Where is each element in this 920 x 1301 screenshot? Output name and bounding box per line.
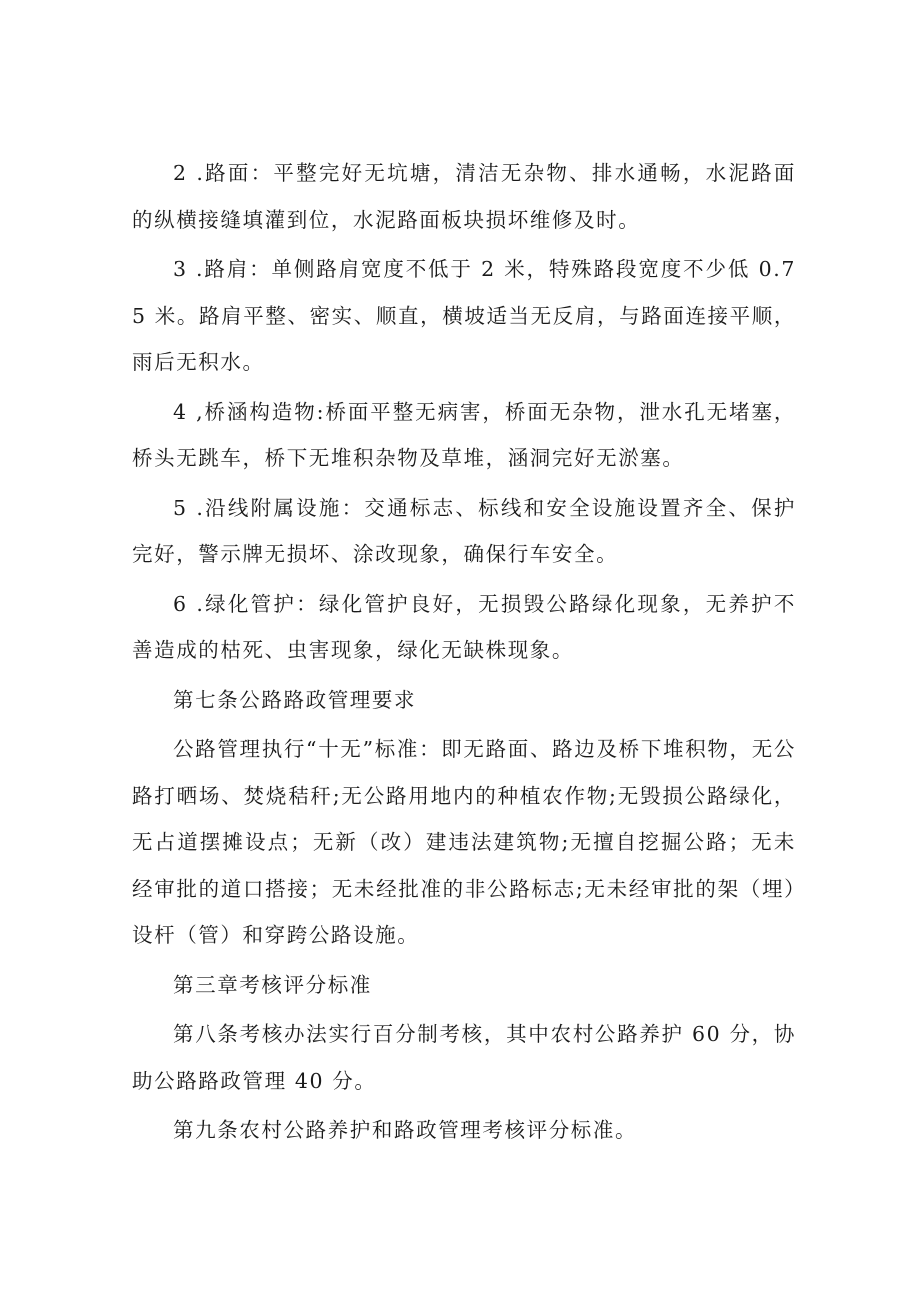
paragraph-bridge-culvert: 4 ,桥涵构造物:桥面平整无病害，桥面无杂物，泄水孔无堵塞，桥头无跳车，桥下无堆积杂物及草堆，涵洞完好无淤塞。 bbox=[132, 399, 796, 470]
paragraph-road-surface: 2 .路面：平整完好无坑塘，清洁无杂物、排水通畅，水泥路面的纵横接缝填灌到位，水泥路面板块损坏维修及时。 bbox=[132, 161, 796, 232]
paragraph-ten-no-standard: 公路管理执行“十无”标准：即无路面、路边及桥下堆积物，无公路打晒场、焚烧秸秆;无公路用地内的种植农作物;无毁损公路绿化，无占道摆摊设点；无新（改）建违法建筑物;无擅自挖掘公路；无未经审批的道口搭接；无未经批准的非公路标志;无未经审批的架（埋）设杆（管）和穿跨公路设施。 bbox=[132, 737, 796, 947]
paragraph-road-shoulder: 3 .路肩：单侧路肩宽度不低于 2 米，特殊路段宽度不少低 0.75 米。路肩平整、密实、顺直，横坡适当无反肩，与路面连接平顺，雨后无积水。 bbox=[132, 257, 796, 374]
chapter-three-heading: 第三章考核评分标准 bbox=[173, 972, 372, 997]
paragraph-roadside-facilities: 5 .沿线附属设施：交通标志、标线和安全设施设置齐全、保护完好，警示牌无损坏、涂改现象，确保行车安全。 bbox=[132, 495, 796, 566]
document-body bbox=[132, 150, 796, 1154]
paragraph-article-nine: 第九条农村公路养护和路政管理考核评分标准。 bbox=[173, 1118, 638, 1142]
paragraph-article-eight: 第八条考核办法实行百分制考核，其中农村公路养护 60 分，协助公路路政管理 40 分。 bbox=[132, 1022, 796, 1093]
article-seven-heading: 第七条公路路政管理要求 bbox=[173, 687, 417, 712]
paragraph-greening: 6 .绿化管护：绿化管护良好，无损毁公路绿化现象，无养护不善造成的枯死、虫害现象，绿化无缺株现象。 bbox=[132, 591, 796, 662]
